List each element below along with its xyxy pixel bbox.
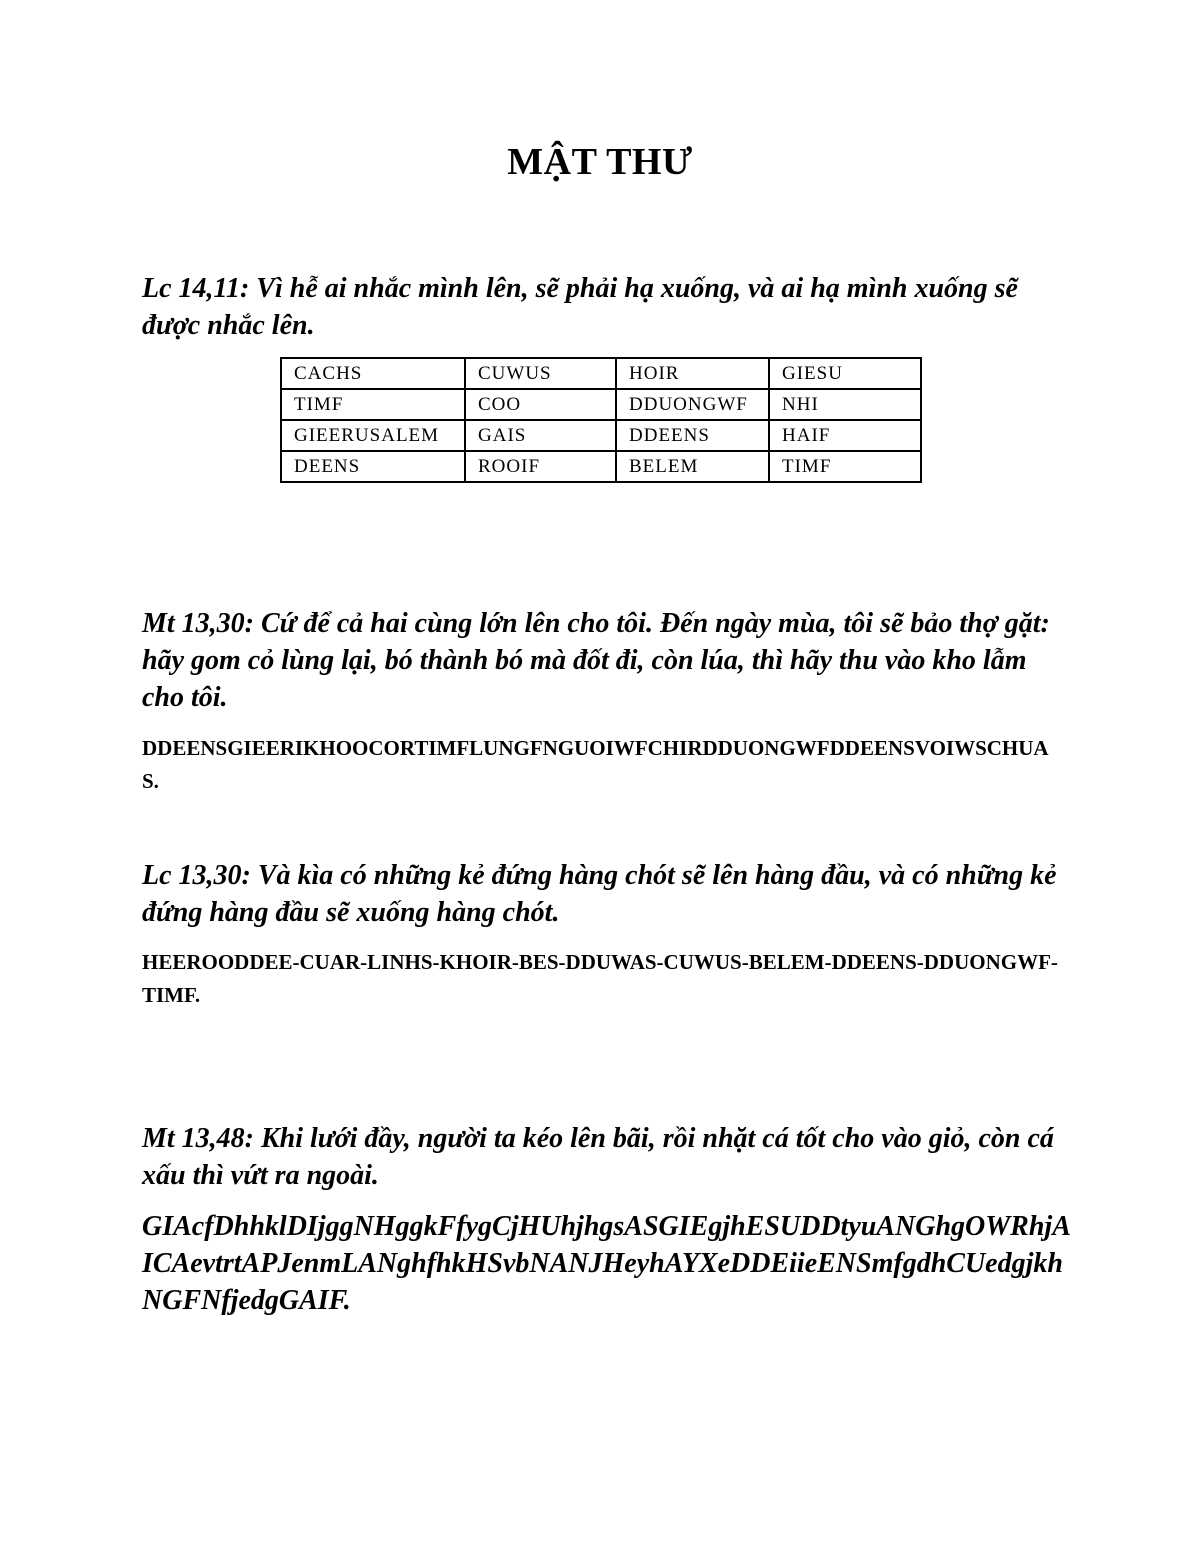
verse-lc-13-30: Lc 13,30: Và kìa có những kẻ đứng hàng chót sẽ lên hàng đầu, và có những kẻ đứng hàng đầu sẽ xuống hàng chót.: [142, 860, 1057, 928]
verse-lc-14-11: Lc 14,11: Vì hễ ai nhắc mình lên, sẽ phải hạ xuống, và ai hạ mình xuống sẽ được nhắc lên.: [142, 273, 1018, 341]
table-cell: TIMF: [281, 389, 465, 420]
table-cell: NHI: [769, 389, 921, 420]
table-row: [281, 451, 921, 482]
table-cell: ROOIF: [465, 451, 616, 482]
verse-mt-13-48: Mt 13,48: Khi lưới đầy, người ta kéo lên bãi, rồi nhặt cá tốt cho vào giỏ, còn cá xấu thì vứt ra ngoài.: [142, 1123, 1054, 1191]
table-cell: CUWUS: [465, 358, 616, 389]
table-cell: DDEENS: [616, 420, 769, 451]
table-cell: DEENS: [281, 451, 465, 482]
cipher-text: DDEENSGIEERIKHOOCORTIMFLUNGFNGUOIWFCHIRDDUONGWFDDEENSVOIWSCHUAS.: [142, 736, 1049, 793]
cipher-text-italic: GIAcfDhhklDIjggNHggkFfygCjHUhjhgsASGIEgjhESUDDtyuANGhgOWRhjAICAevtrtAPJenmLANghfhkHSvbNANJHeyhAYXeDDEiieENSmfgdhCUedgjkhNGFNfjedgGAIF.: [142, 1211, 1071, 1316]
table-row: [281, 420, 921, 451]
table-cell: TIMF: [769, 451, 921, 482]
table-cell: GAIS: [465, 420, 616, 451]
cipher-table: [280, 357, 922, 483]
table-cell: HOIR: [616, 358, 769, 389]
page-title: MẬT THƯ: [507, 141, 693, 183]
table-cell: BELEM: [616, 451, 769, 482]
table-cell: DDUONGWF: [616, 389, 769, 420]
table-cell: CACHS: [281, 358, 465, 389]
table-cell: HAIF: [769, 420, 921, 451]
table-cell: COO: [465, 389, 616, 420]
cipher-text: HEEROODDEE-CUAR-LINHS-KHOIR-BES-DDUWAS-CUWUS-BELEM-DDEENS-DDUONGWF-TIMF.: [142, 950, 1058, 1007]
table-row: [281, 389, 921, 420]
table-row: [281, 358, 921, 389]
table-cell: GIESU: [769, 358, 921, 389]
table-cell: GIEERUSALEM: [281, 420, 465, 451]
verse-mt-13-30: Mt 13,30: Cứ để cả hai cùng lớn lên cho tôi. Đến ngày mùa, tôi sẽ bảo thợ gặt: hãy gom cỏ lùng lại, bó thành bó mà đốt đi, còn lúa, thì hãy thu vào kho lẫm cho tôi.: [142, 608, 1050, 713]
